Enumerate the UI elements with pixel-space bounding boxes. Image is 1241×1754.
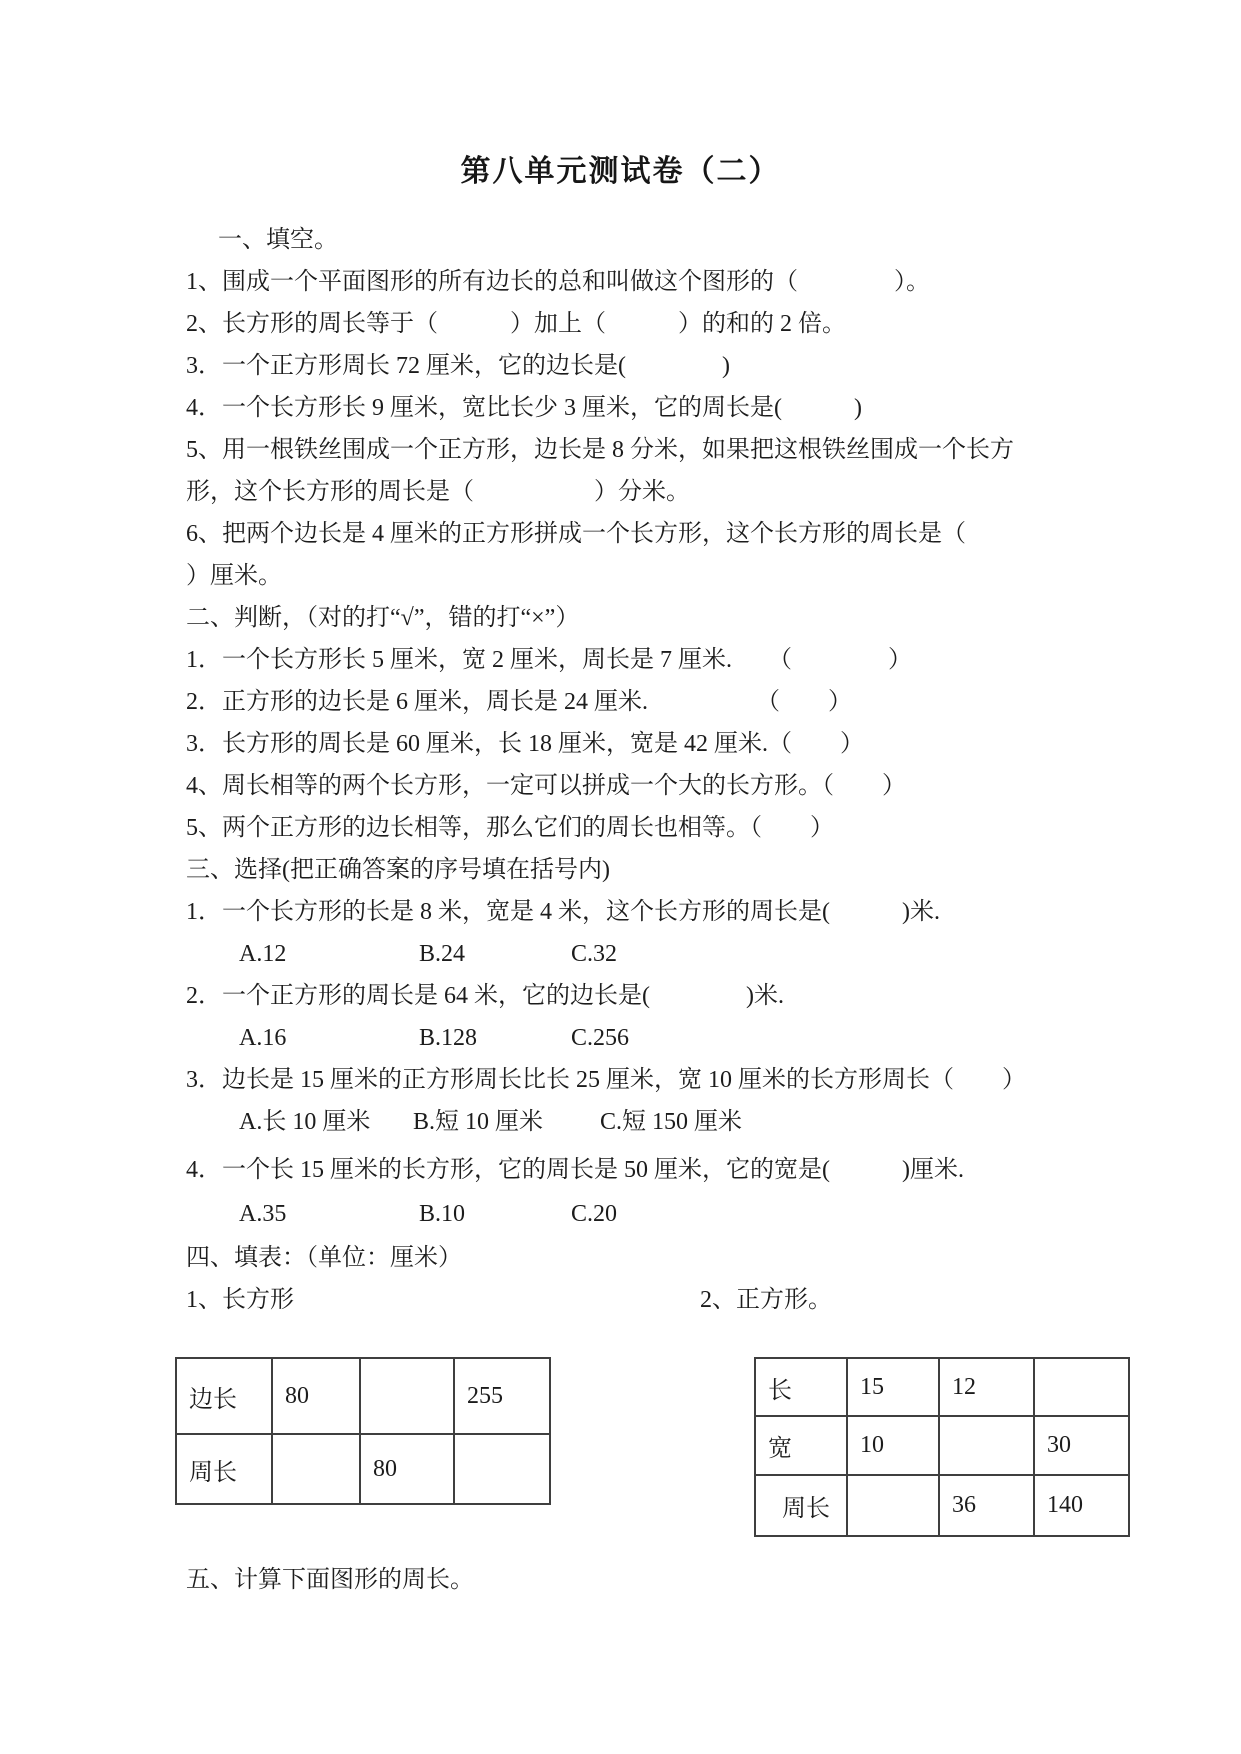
- choice-option-b: B.短 10 厘米: [413, 1109, 544, 1135]
- table-cell: [454, 1434, 550, 1504]
- choice-option-b: B.24: [419, 941, 466, 967]
- table-cell: 15: [847, 1358, 939, 1416]
- choice-option-b: B.128: [419, 1025, 478, 1051]
- choice-option-a: A.长 10 厘米: [239, 1109, 371, 1135]
- table-cell: 140: [1034, 1475, 1129, 1536]
- fill-line-wrap: ）厘米。: [186, 563, 282, 589]
- fill-line: 2、长方形的周长等于（ ）加上（ ）的和的 2 倍。: [186, 311, 846, 337]
- section-choice-heading: 三、选择(把正确答案的序号填在括号内): [186, 857, 610, 883]
- table-cell: 30: [1034, 1416, 1129, 1475]
- choice-option-b: B.10: [419, 1201, 466, 1227]
- section-calc-heading: 五、计算下面图形的周长。: [186, 1567, 474, 1593]
- rect-table-label: 1、长方形: [186, 1287, 294, 1313]
- square-table: [754, 1357, 1130, 1537]
- table-cell: [272, 1434, 360, 1504]
- fill-line: 3．一个正方形周长 72 厘米，它的边长是( ): [186, 353, 730, 379]
- fill-line: 1、围成一个平面图形的所有边长的总和叫做这个图形的（ ）。: [186, 269, 930, 295]
- judge-line: 5、两个正方形的边长相等，那么它们的周长也相等。（ ）: [186, 815, 834, 841]
- judge-line: 4、周长相等的两个长方形，一定可以拼成一个大的长方形。（ ）: [186, 773, 906, 799]
- choice-question: 2．一个正方形的周长是 64 米，它的边长是( )米.: [186, 983, 784, 1009]
- choice-option-c: C.256: [571, 1025, 630, 1051]
- judge-line: 2．正方形的边长是 6 厘米，周长是 24 厘米. （ ）: [186, 689, 852, 715]
- table-cell: 周长: [755, 1475, 847, 1536]
- table-cell: 10: [847, 1416, 939, 1475]
- choice-option-c: C.20: [571, 1201, 618, 1227]
- fill-line: 5、用一根铁丝围成一个正方形，边长是 8 分米，如果把这根铁丝围成一个长方: [186, 437, 1014, 463]
- fill-line-wrap: 形，这个长方形的周长是（ ）分米。: [186, 479, 690, 505]
- table-cell: 80: [360, 1434, 454, 1504]
- table-cell: 边长: [176, 1358, 272, 1434]
- judge-line: 3．长方形的周长是 60 厘米，长 18 厘米，宽是 42 厘米.（ ）: [186, 731, 864, 757]
- table-cell: 36: [939, 1475, 1034, 1536]
- table-cell: 12: [939, 1358, 1034, 1416]
- section-table-heading: 四、填表：（单位：厘米）: [186, 1245, 462, 1271]
- choice-option-a: A.12: [239, 941, 287, 967]
- table-cell: 长: [755, 1358, 847, 1416]
- table-cell: [847, 1475, 939, 1536]
- table-cell: [1034, 1358, 1129, 1416]
- page-title: 第八单元测试卷（二）: [460, 155, 781, 188]
- square-table-label: 2、正方形。: [700, 1287, 832, 1313]
- fill-line: 4．一个长方形长 9 厘米，宽比长少 3 厘米，它的周长是( ): [186, 395, 862, 421]
- table-cell: 255: [454, 1358, 550, 1434]
- choice-question: 3．边长是 15 厘米的正方形周长比长 25 厘米，宽 10 厘米的长方形周长（ ）: [186, 1067, 1026, 1093]
- choice-option-a: A.35: [239, 1201, 287, 1227]
- choice-option-c: C.32: [571, 941, 618, 967]
- choice-question: 1．一个长方形的长是 8 米，宽是 4 米，这个长方形的周长是( )米.: [186, 899, 940, 925]
- judge-line: 1．一个长方形长 5 厘米，宽 2 厘米，周长是 7 厘米. （ ）: [186, 647, 912, 673]
- choice-option-c: C.短 150 厘米: [600, 1109, 743, 1135]
- choice-question: 4．一个长 15 厘米的长方形，它的周长是 50 厘米，它的宽是( )厘米.: [186, 1157, 964, 1183]
- table-cell: 宽: [755, 1416, 847, 1475]
- table-cell: 80: [272, 1358, 360, 1434]
- choice-option-a: A.16: [239, 1025, 287, 1051]
- table-cell: [360, 1358, 454, 1434]
- table-cell: [939, 1416, 1034, 1475]
- table-cell: 周长: [176, 1434, 272, 1504]
- rect-table: [175, 1357, 551, 1505]
- section-judge-heading: 二、判断，（对的打“√”，错的打“×”）: [186, 605, 580, 631]
- section-fill-heading: 一、填空。: [218, 227, 338, 253]
- fill-line: 6、把两个边长是 4 厘米的正方形拼成一个长方形，这个长方形的周长是（: [186, 521, 966, 547]
